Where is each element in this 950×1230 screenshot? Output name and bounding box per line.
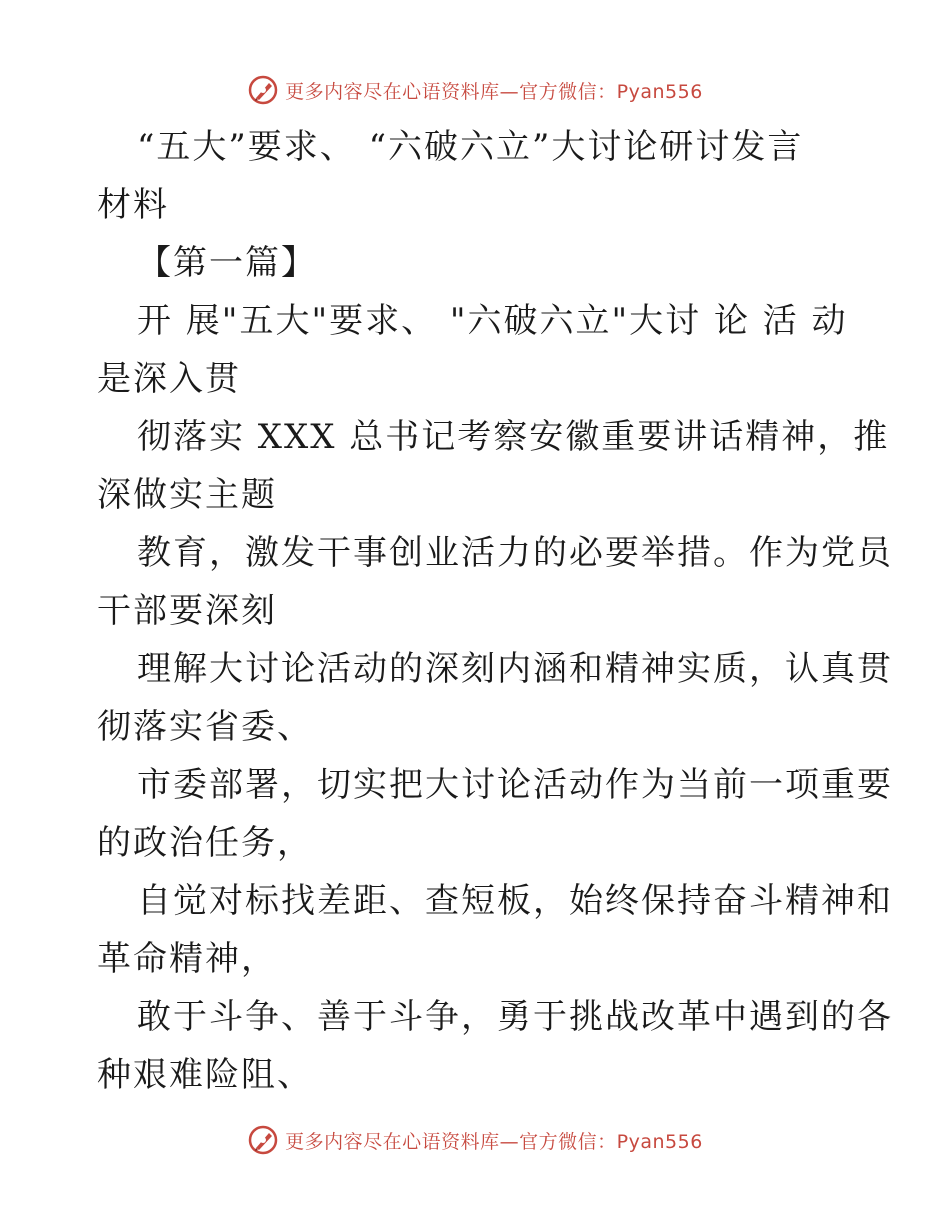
document-line: 彻落实省委、 — [97, 707, 313, 747]
document-line: 市委部署，切实把大讨论活动作为当前一项重要 — [137, 765, 893, 805]
document-line: 的政治任务， — [97, 823, 313, 863]
document-line: 彻落实 XXX 总书记考察安徽重要讲话精神，推 — [137, 417, 890, 457]
pen-logo-icon — [247, 1124, 279, 1156]
document-line: 自觉对标找差距、查短板，始终保持奋斗精神和 — [137, 881, 893, 921]
document-line: 材料 — [97, 185, 169, 225]
watermark-text: 更多内容尽在心语资料库—官方微信：Pyan556 — [285, 1130, 703, 1153]
document-line: 开 展"五大"要求、 "六破六立"大讨 论 活 动 — [137, 301, 848, 341]
document-line: 理解大讨论活动的深刻内涵和精神实质，认真贯 — [137, 649, 893, 689]
document-line: 深做实主题 — [97, 475, 277, 515]
document-line: 教育，激发干事创业活力的必要举措。作为党员 — [137, 533, 893, 573]
watermark-text: 更多内容尽在心语资料库—官方微信：Pyan556 — [285, 80, 703, 103]
document-line: 【第一篇】 — [137, 243, 317, 283]
document-line: 敢于斗争、善于斗争，勇于挑战改革中遇到的各 — [137, 997, 893, 1037]
footer-watermark — [0, 1120, 950, 1160]
document-line: 种艰难险阻、 — [97, 1055, 313, 1095]
header-watermark — [0, 70, 950, 110]
document-line: 革命精神， — [97, 939, 277, 979]
document-line: “五大”要求、 “六破六立”大讨论研讨发言 — [137, 127, 804, 167]
pen-logo-icon — [247, 74, 279, 106]
document-body — [97, 118, 893, 1104]
document-line: 是深入贯 — [97, 359, 241, 399]
document-line: 干部要深刻 — [97, 591, 277, 631]
